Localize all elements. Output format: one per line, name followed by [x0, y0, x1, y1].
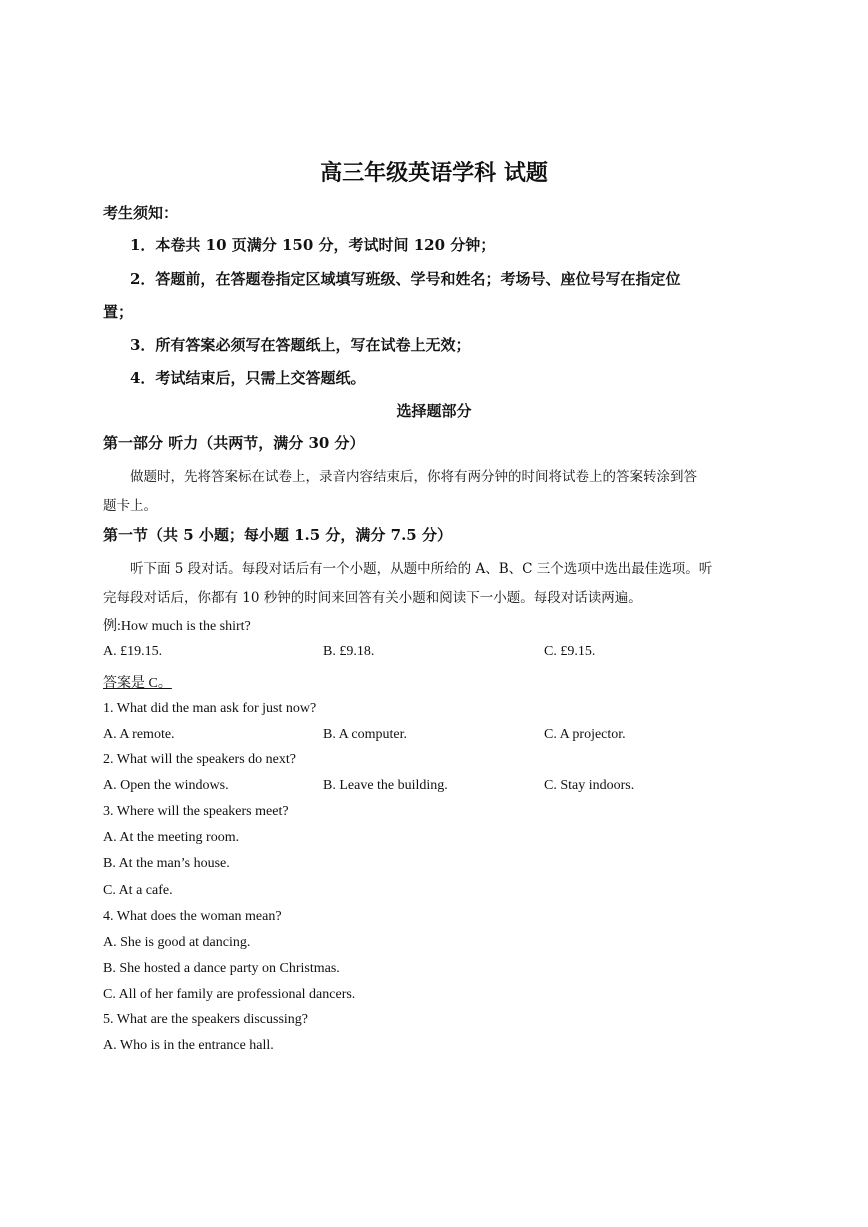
notice-item-2: 2．答题前，在答题卷指定区域填写班级、学号和姓名；考场号、座位号写在指定位 [130, 270, 681, 288]
q3-option-a: A. At the meeting room. [103, 830, 240, 845]
notice-item-1: 1．本卷共 10 页满分 150 分，考试时间 120 分钟； [130, 236, 496, 254]
part1-intro-cont: 题卡上。 [103, 498, 157, 514]
q2-option-a: A. Open the windows. [103, 778, 229, 793]
q2-stem: 2. What will the speakers do next? [103, 752, 296, 767]
q1-option-b: B. A computer. [323, 727, 407, 742]
q3-option-b: B. At the man’s house. [103, 856, 230, 871]
example-answer: 答案是 C。 [103, 676, 172, 691]
q5-option-a: A. Who is in the entrance hall. [103, 1038, 274, 1053]
q3-option-c: C. At a cafe. [103, 883, 173, 898]
part1-heading: 第一部分 听力（共两节，满分 30 分） [103, 434, 365, 452]
section1-intro-cont: 完每段对话后，你都有 10 秒钟的时间来回答有关小题和阅读下一小题。每段对话读两遍。 [103, 590, 642, 606]
q5-stem: 5. What are the speakers discussing? [103, 1012, 309, 1027]
q4-option-a: A. She is good at dancing. [103, 935, 251, 950]
q2-option-c: C. Stay indoors. [544, 778, 635, 793]
notice-item-4: 4．考试结束后，只需上交答题纸。 [130, 369, 366, 387]
example-option-b: B. £9.18. [323, 644, 375, 659]
section-heading: 选择题部分 [396, 402, 472, 420]
q4-option-b: B. She hosted a dance party on Christmas. [103, 961, 340, 976]
q1-option-a: A. A remote. [103, 727, 175, 742]
section1-intro: 听下面 5 段对话。每段对话后有一个小题，从题中所给的 A、B、C 三个选项中选出最佳选项。听 [130, 561, 713, 577]
example-option-a: A. £19.15. [103, 644, 163, 659]
q4-option-c: C. All of her family are professional dancers. [103, 987, 356, 1002]
example-question: 例:How much is the shirt? [103, 619, 251, 634]
q1-stem: 1. What did the man ask for just now? [103, 701, 317, 716]
q2-option-b: B. Leave the building. [323, 778, 448, 793]
notice-item-3: 3．所有答案必须写在答题纸上，写在试卷上无效； [130, 336, 471, 354]
q1-option-c: C. A projector. [544, 727, 626, 742]
page-title: 高三年级英语学科 试题 [320, 160, 548, 186]
q3-stem: 3. Where will the speakers meet? [103, 804, 289, 819]
notice-item-2-cont: 置； [103, 303, 134, 321]
part1-intro: 做题时，先将答案标在试卷上，录音内容结束后，你将有两分钟的时间将试卷上的答案转涂到答 [130, 469, 697, 485]
example-option-c: C. £9.15. [544, 644, 596, 659]
q4-stem: 4. What does the woman mean? [103, 909, 282, 924]
notice-heading: 考生须知： [103, 204, 179, 222]
section1-heading: 第一节（共 5 小题；每小题 1.5 分，满分 7.5 分） [103, 526, 452, 544]
